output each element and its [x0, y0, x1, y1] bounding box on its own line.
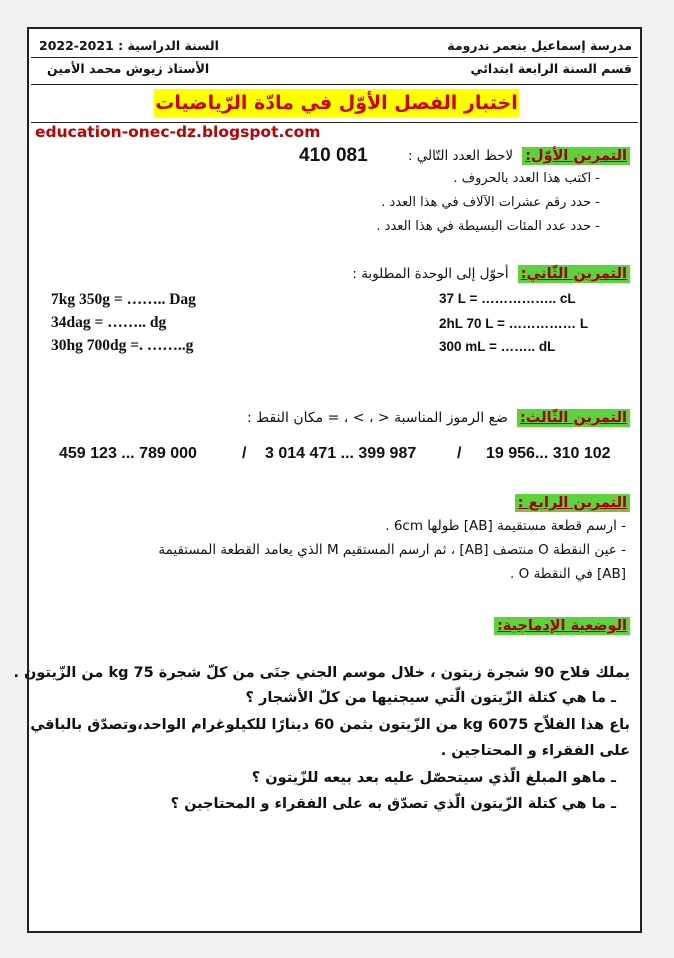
- comparison-item: 3 014 471 ... 399 987: [265, 445, 417, 462]
- exercise-3-prompt: ضع الرموز المناسبة < ، > ، = مكان النقط :: [247, 410, 508, 426]
- conversion-left: 30hg 700dg =. ……..g: [51, 337, 194, 354]
- comparison-separator: /: [457, 445, 462, 462]
- comparison-item: 459 123 ... 789 000: [59, 445, 197, 462]
- exercise-4-line: - عين النقطة O منتصف [AB] ، ثم ارسم المستقيم M الذي يعامد القطعة المستقيمة: [158, 542, 626, 558]
- exercise-2-prompt: أحوّل إلى الوحدة المطلوبة :: [352, 266, 509, 282]
- school-year: [39, 38, 219, 53]
- school-year-value: 2022-2021: [39, 38, 114, 53]
- comparison-separator: /: [242, 445, 247, 462]
- conversion-left: 34dag = …….. dg: [51, 314, 167, 331]
- problem-question: ـ ما هي كتلة الزّيتون الّذي تصدّق به على الفقراء و المحتاجين ؟: [170, 796, 616, 812]
- conversion-right: 37 L = …………….. cL: [439, 291, 576, 306]
- exercise-1-item: - حدد عدد المئات البسيطة في هذا العدد .: [376, 219, 600, 234]
- integration-heading: الوضعية الإدماجية:: [494, 617, 630, 635]
- title-highlight: [154, 89, 519, 117]
- header-divider: [31, 57, 638, 58]
- exercise-4-heading: التمرين الرابع :: [515, 494, 630, 512]
- conversion-right: 300 mL = …….. dL: [439, 339, 556, 354]
- exam-sheet: [13, 27, 642, 933]
- problem-text: باع هذا الفلاّح 6075 kg من الزّيتون بثمن 60 دينارًا للكيلوغرام الواحد،وتصدّق بالباقي: [30, 717, 630, 733]
- class-level: قسم السنة الرابعة ابتدائي: [470, 61, 632, 76]
- website-link[interactable]: education-onec-dz.blogspot.com: [35, 123, 321, 141]
- exercise-4-header: [515, 492, 630, 511]
- problem-text: على الفقراء و المحتاجين .: [440, 743, 630, 759]
- exercise-1-prompt: لاحظ العدد التّالي :: [407, 148, 514, 164]
- problem-question: ـ ماهو المبلغ الّذي سيتحصّل عليه بعد بيعه للزّيتون ؟: [251, 770, 616, 786]
- conversion-left: 7kg 350g = …….. Dag: [51, 291, 196, 308]
- page-title: اختبار الفصل الأوّل في مادّة الرّياضيات: [155, 92, 518, 114]
- exercise-4-line: [AB] في النقطة O .: [510, 566, 626, 582]
- exercise-1-heading: التمرين الأوّل:: [522, 147, 630, 165]
- integration-header: [494, 615, 630, 634]
- exercise-1-item: - حدد رقم عشرات الآلاف في هذا العدد .: [381, 195, 600, 210]
- school-name: مدرسة إسماعيل بنعمر ندرومة: [447, 38, 632, 53]
- teacher-name: الأستاذ زيوش محمد الأمين: [47, 61, 210, 76]
- header-divider: [31, 84, 638, 85]
- exercise-4-line: - ارسم قطعة مستقيمة [AB] طولها 6cm .: [385, 518, 626, 534]
- comparison-item: 19 956... 310 102: [486, 445, 611, 462]
- exercise-1-item: - اكتب هذا العدد بالحروف .: [453, 171, 600, 186]
- problem-text: يملك فلاح 90 شجرة زيتون ، خلال موسم الجني جنَى من كلّ شجرة 75 kg من الزّيتون .: [13, 665, 630, 681]
- exercise-2-heading: التمرين الثّاني:: [518, 265, 630, 283]
- exercise-1-number: 410 081: [299, 145, 368, 166]
- conversion-right: 2hL 70 L = …………… L: [439, 316, 589, 331]
- exercise-1-header: [408, 145, 630, 164]
- school-year-label: السنة الدراسية :: [118, 38, 219, 53]
- exercise-3-header: [247, 407, 630, 426]
- exercise-3-heading: التمرين الثّالث:: [517, 409, 630, 427]
- problem-question: ـ ما هي كتلة الزّيتون الّتي سيجنيها من كلّ الأشجار ؟: [245, 690, 616, 706]
- exercise-2-header: [352, 263, 630, 282]
